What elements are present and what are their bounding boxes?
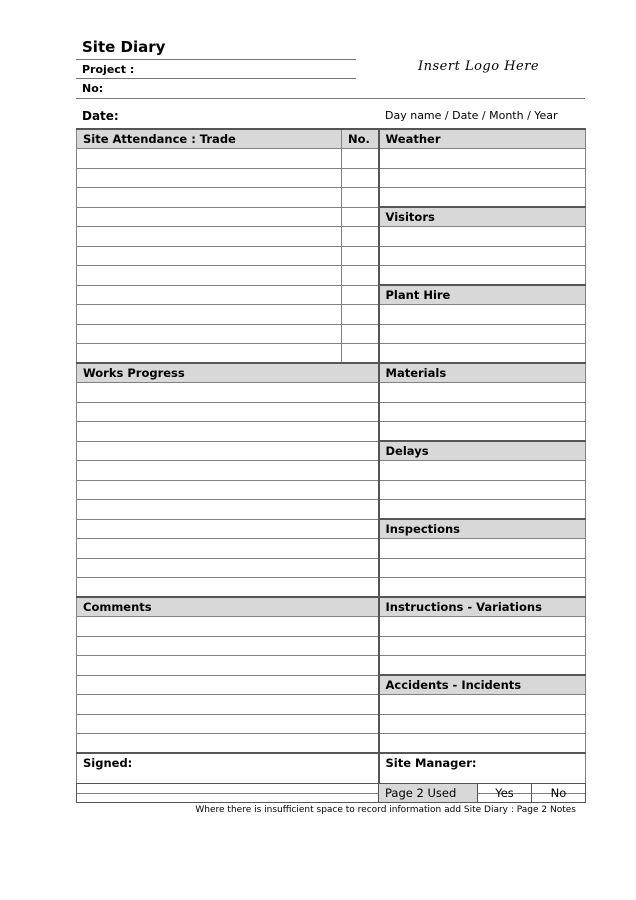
attendance-row[interactable] xyxy=(77,246,342,265)
attendance-row[interactable] xyxy=(77,265,342,285)
inspections-header: Inspections xyxy=(379,519,586,539)
attendance-count[interactable] xyxy=(342,187,379,207)
attendance-count[interactable] xyxy=(342,246,379,265)
divider xyxy=(76,59,356,60)
attendance-row[interactable] xyxy=(77,305,342,324)
page-title: Site Diary xyxy=(82,38,166,56)
comments-row[interactable] xyxy=(77,636,379,655)
project-label: Project : xyxy=(82,63,135,76)
delays-row[interactable] xyxy=(379,480,586,499)
works-progress-row[interactable] xyxy=(77,461,379,480)
comments-row[interactable] xyxy=(77,714,379,733)
diary-grid xyxy=(76,128,586,794)
attendance-count[interactable] xyxy=(342,285,379,305)
attendance-count[interactable] xyxy=(342,149,379,168)
attendance-count[interactable] xyxy=(342,168,379,187)
accidents-row[interactable] xyxy=(379,695,586,714)
weather-row[interactable] xyxy=(379,168,586,187)
works-progress-row[interactable] xyxy=(77,383,379,402)
attendance-row[interactable] xyxy=(77,227,342,246)
attendance-row[interactable] xyxy=(77,285,342,305)
works-progress-row[interactable] xyxy=(77,402,379,421)
no-option[interactable]: No xyxy=(532,784,586,803)
weather-row[interactable] xyxy=(379,149,586,168)
attendance-count[interactable] xyxy=(342,207,379,227)
attendance-row[interactable] xyxy=(77,168,342,187)
attendance-row[interactable] xyxy=(77,149,342,168)
comments-row[interactable] xyxy=(77,733,379,753)
attendance-count[interactable] xyxy=(342,265,379,285)
inspections-row[interactable] xyxy=(379,539,586,558)
comments-row[interactable] xyxy=(77,695,379,714)
visitors-header: Visitors xyxy=(379,207,586,227)
plant-hire-row[interactable] xyxy=(379,324,586,343)
site-attendance-header: Site Attendance : Trade xyxy=(77,129,342,149)
delays-row[interactable] xyxy=(379,461,586,480)
works-progress-row[interactable] xyxy=(77,519,379,539)
visitors-row[interactable] xyxy=(379,246,586,265)
comments-header: Comments xyxy=(77,597,379,617)
works-progress-header: Works Progress xyxy=(77,363,379,383)
instructions-row[interactable] xyxy=(379,636,586,655)
works-progress-row[interactable] xyxy=(77,539,379,558)
divider xyxy=(76,78,356,79)
inspections-row[interactable] xyxy=(379,558,586,577)
site-manager-field[interactable]: Site Manager: xyxy=(379,753,586,794)
no-label: No: xyxy=(82,82,104,95)
comments-row[interactable] xyxy=(77,675,379,695)
attendance-row[interactable] xyxy=(77,324,342,343)
works-progress-row[interactable] xyxy=(77,480,379,499)
delays-header: Delays xyxy=(379,441,586,461)
comments-row[interactable] xyxy=(77,655,379,675)
footer-note: Where there is insufficient space to record information add Site Diary : Page 2 Notes xyxy=(195,805,576,815)
accidents-row[interactable] xyxy=(379,714,586,733)
works-progress-row[interactable] xyxy=(77,558,379,577)
works-progress-row[interactable] xyxy=(77,441,379,461)
materials-header: Materials xyxy=(379,363,586,383)
visitors-row[interactable] xyxy=(379,227,586,246)
materials-row[interactable] xyxy=(379,421,586,441)
attendance-row[interactable] xyxy=(77,207,342,227)
plant-hire-row[interactable] xyxy=(379,305,586,324)
attendance-count[interactable] xyxy=(342,227,379,246)
signed-field[interactable]: Signed: xyxy=(77,753,379,794)
footer-blank-cell xyxy=(77,784,379,803)
logo-placeholder: Insert Logo Here xyxy=(418,59,540,74)
date-format-hint: Day name / Date / Month / Year xyxy=(385,109,558,122)
yes-option[interactable]: Yes xyxy=(478,784,532,803)
page2-used-label: Page 2 Used xyxy=(379,784,478,803)
weather-header: Weather xyxy=(379,129,586,149)
attendance-count[interactable] xyxy=(342,305,379,324)
weather-row[interactable] xyxy=(379,187,586,207)
attendance-count[interactable] xyxy=(342,324,379,343)
comments-row[interactable] xyxy=(77,617,379,636)
no-column-header: No. xyxy=(342,129,379,149)
plant-hire-row[interactable] xyxy=(379,343,586,363)
materials-row[interactable] xyxy=(379,402,586,421)
works-progress-row[interactable] xyxy=(77,577,379,597)
attendance-row[interactable] xyxy=(77,343,342,363)
attendance-count[interactable] xyxy=(342,343,379,363)
works-progress-row[interactable] xyxy=(77,421,379,441)
plant-hire-header: Plant Hire xyxy=(379,285,586,305)
materials-row[interactable] xyxy=(379,383,586,402)
date-label: Date: xyxy=(82,109,119,123)
instructions-variations-header: Instructions - Variations xyxy=(379,597,586,617)
works-progress-row[interactable] xyxy=(77,499,379,519)
delays-row[interactable] xyxy=(379,499,586,519)
page2-used-row xyxy=(76,783,586,803)
inspections-row[interactable] xyxy=(379,577,586,597)
accidents-incidents-header: Accidents - Incidents xyxy=(379,675,586,695)
visitors-row[interactable] xyxy=(379,265,586,285)
attendance-row[interactable] xyxy=(77,187,342,207)
accidents-row[interactable] xyxy=(379,733,586,753)
instructions-row[interactable] xyxy=(379,655,586,675)
instructions-row[interactable] xyxy=(379,617,586,636)
divider xyxy=(76,98,585,99)
